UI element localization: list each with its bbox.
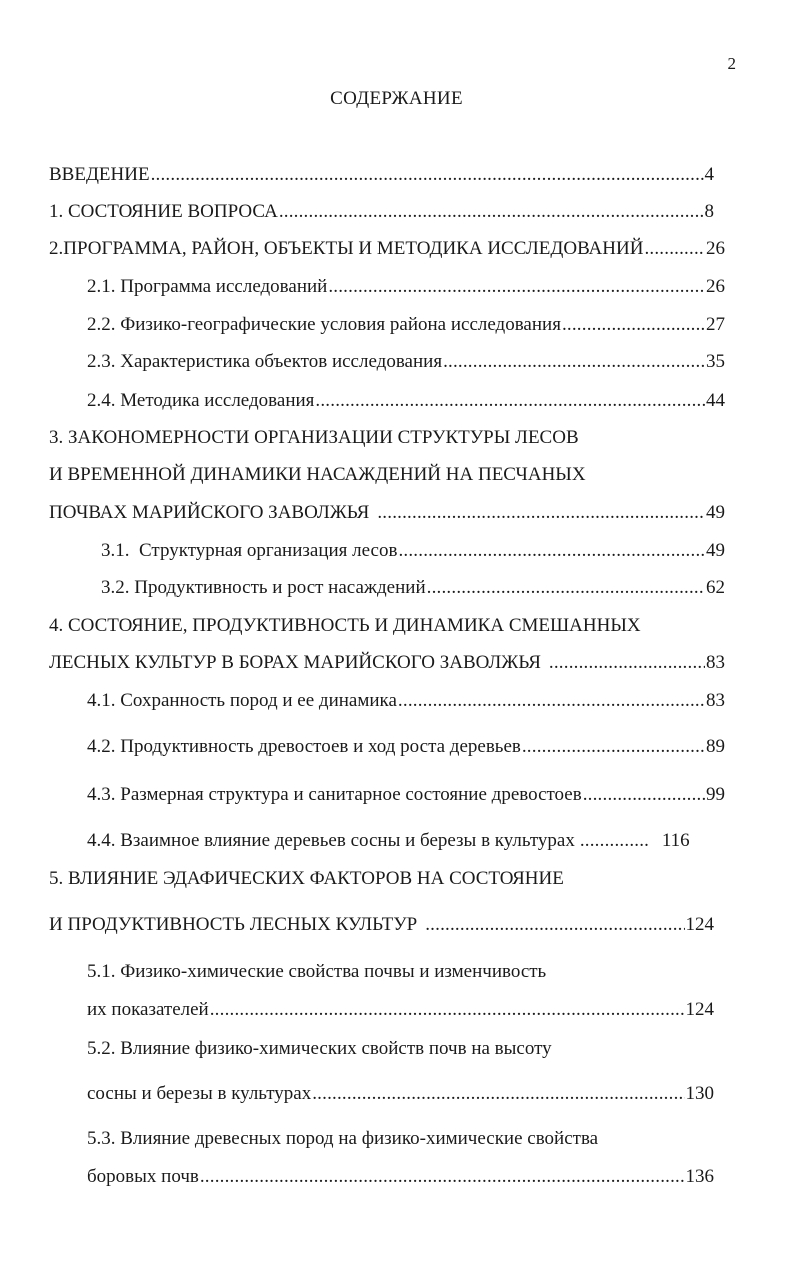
toc-entry-section-5-2 [87, 1079, 714, 1109]
toc-entry-text: 4.2. Продуктивность древостоев и ход роста деревьев [87, 736, 521, 757]
toc-entry-page: 27 [706, 314, 725, 335]
dot-leader [312, 1079, 684, 1109]
toc-entry-page: 124 [685, 914, 714, 935]
toc-section-5-3-line-1: 5.3. Влияние древесных пород на физико-химические свойства [87, 1128, 599, 1149]
toc-entry-page: 124 [685, 999, 714, 1020]
dot-leader [377, 498, 705, 528]
dot-leader [644, 234, 705, 264]
toc-entry-section-4-2 [87, 732, 725, 762]
toc-entry-section-4-4 [87, 826, 725, 856]
toc-entry-page: 4 [704, 164, 714, 185]
toc-entry-section-4-3 [87, 780, 725, 810]
toc-entry-section-2-4 [87, 386, 725, 416]
toc-entry-page: 26 [706, 276, 725, 297]
toc-entry-section-3-1 [101, 536, 725, 566]
toc-entry-section-5-1 [87, 995, 714, 1025]
toc-entry-chapter-3 [49, 498, 725, 528]
toc-entry-page: 62 [706, 577, 725, 598]
toc-entry-page: 26 [706, 238, 725, 259]
dot-leader [279, 197, 704, 227]
toc-entry-text: 2.3. Характеристика объектов исследования [87, 351, 443, 372]
toc-entry-text: ЛЕСНЫХ КУЛЬТУР В БОРАХ МАРИЙСКОГО ЗАВОЛЖЬЯ [49, 652, 541, 673]
toc-entry-text: 3.2. Продуктивность и рост насаждений [101, 577, 426, 598]
toc-chapter-3-line-1: 3. ЗАКОНОМЕРНОСТИ ОРГАНИЗАЦИИ СТРУКТУРЫ ЛЕСОВ [49, 427, 579, 448]
toc-section-5-1-line-1: 5.1. Физико-химические свойства почвы и изменчивость [87, 961, 547, 982]
toc-entry-intro [49, 160, 714, 190]
toc-entry-section-3-2 [101, 573, 725, 603]
toc-entry-page: 49 [706, 540, 725, 561]
toc-entry-section-4-1 [87, 686, 725, 716]
toc-entry-text: ВВЕДЕНИЕ [49, 164, 150, 185]
toc-entry-chapter-5 [49, 910, 714, 940]
toc-entry-page: 136 [685, 1166, 714, 1187]
toc-entry-section-2-1 [87, 272, 725, 302]
toc-entry-text: сосны и березы в культурах [87, 1083, 312, 1104]
dot-leader [151, 160, 704, 190]
toc-entry-text: 3.1. Структурная организация лесов [101, 540, 398, 561]
toc-entry-text: И ПРОДУКТИВНОСТЬ ЛЕСНЫХ КУЛЬТУР [49, 914, 418, 935]
dot-leader [583, 780, 705, 810]
toc-entry-text: 2.1. Программа исследований [87, 276, 328, 297]
toc-entry-page: 83 [706, 690, 725, 711]
toc-entry-page: 83 [706, 652, 725, 673]
toc-entry-chapter-4 [49, 648, 725, 678]
dot-leader [522, 732, 705, 762]
toc-entry-text: 4.1. Сохранность пород и ее динамика [87, 690, 397, 711]
toc-entry-page: 8 [704, 201, 714, 222]
toc-entry-section-5-3 [87, 1162, 714, 1192]
dot-leader [425, 910, 684, 940]
page-title: СОДЕРЖАНИЕ [330, 88, 463, 109]
toc-entry-text: 4.3. Размерная структура и санитарное состояние древостоев [87, 784, 582, 805]
toc-entry-page: 116 [661, 830, 690, 851]
dot-leader [315, 386, 705, 416]
toc-chapter-5-line-1: 5. ВЛИЯНИЕ ЭДАФИЧЕСКИХ ФАКТОРОВ НА СОСТОЯНИЕ [49, 868, 564, 889]
dot-leader [210, 995, 685, 1025]
dot-leader [427, 573, 705, 603]
dot-leader [398, 686, 705, 716]
toc-entry-page: 44 [706, 390, 725, 411]
toc-entry-text: 2.4. Методика исследования [87, 390, 315, 411]
toc-entry-text: ПОЧВАХ МАРИЙСКОГО ЗАВОЛЖЬЯ [49, 502, 370, 523]
toc-entry-page: 49 [706, 502, 725, 523]
toc-entry-page: 99 [706, 784, 725, 805]
toc-entry-text: боровых почв [87, 1166, 199, 1187]
toc-entry-page: 130 [685, 1083, 714, 1104]
toc-entry-section-2-2 [87, 310, 725, 340]
toc-entry-text: 4.4. Взаимное влияние деревьев сосны и березы в культурах [87, 830, 575, 851]
dot-leader [443, 347, 705, 377]
dot-leader [580, 826, 648, 856]
dot-leader [200, 1162, 685, 1192]
toc-entry-text: 2.2. Физико-географические условия района исследования [87, 314, 561, 335]
toc-entry-section-2-3 [87, 347, 725, 377]
dot-leader [549, 648, 705, 678]
toc-entry-chapter-1 [49, 197, 714, 227]
toc-entry-chapter-2 [49, 234, 725, 264]
dot-leader [328, 272, 705, 302]
dot-leader [398, 536, 705, 566]
toc-entry-page: 89 [706, 736, 725, 757]
toc-entry-text: их показателей [87, 999, 209, 1020]
dot-leader [562, 310, 705, 340]
toc-chapter-3-line-2: И ВРЕМЕННОЙ ДИНАМИКИ НАСАЖДЕНИЙ НА ПЕСЧАНЫХ [49, 464, 586, 485]
page-number: 2 [727, 54, 736, 73]
toc-entry-text: 2.ПРОГРАММА, РАЙОН, ОБЪЕКТЫ И МЕТОДИКА ИССЛЕДОВАНИЙ [49, 238, 644, 259]
toc-chapter-4-line-1: 4. СОСТОЯНИЕ, ПРОДУКТИВНОСТЬ И ДИНАМИКА СМЕШАННЫХ [49, 615, 641, 636]
toc-entry-text: 1. СОСТОЯНИЕ ВОПРОСА [49, 201, 278, 222]
toc-section-5-2-line-1: 5.2. Влияние физико-химических свойств почв на высоту [87, 1038, 552, 1059]
toc-entry-page: 35 [706, 351, 725, 372]
